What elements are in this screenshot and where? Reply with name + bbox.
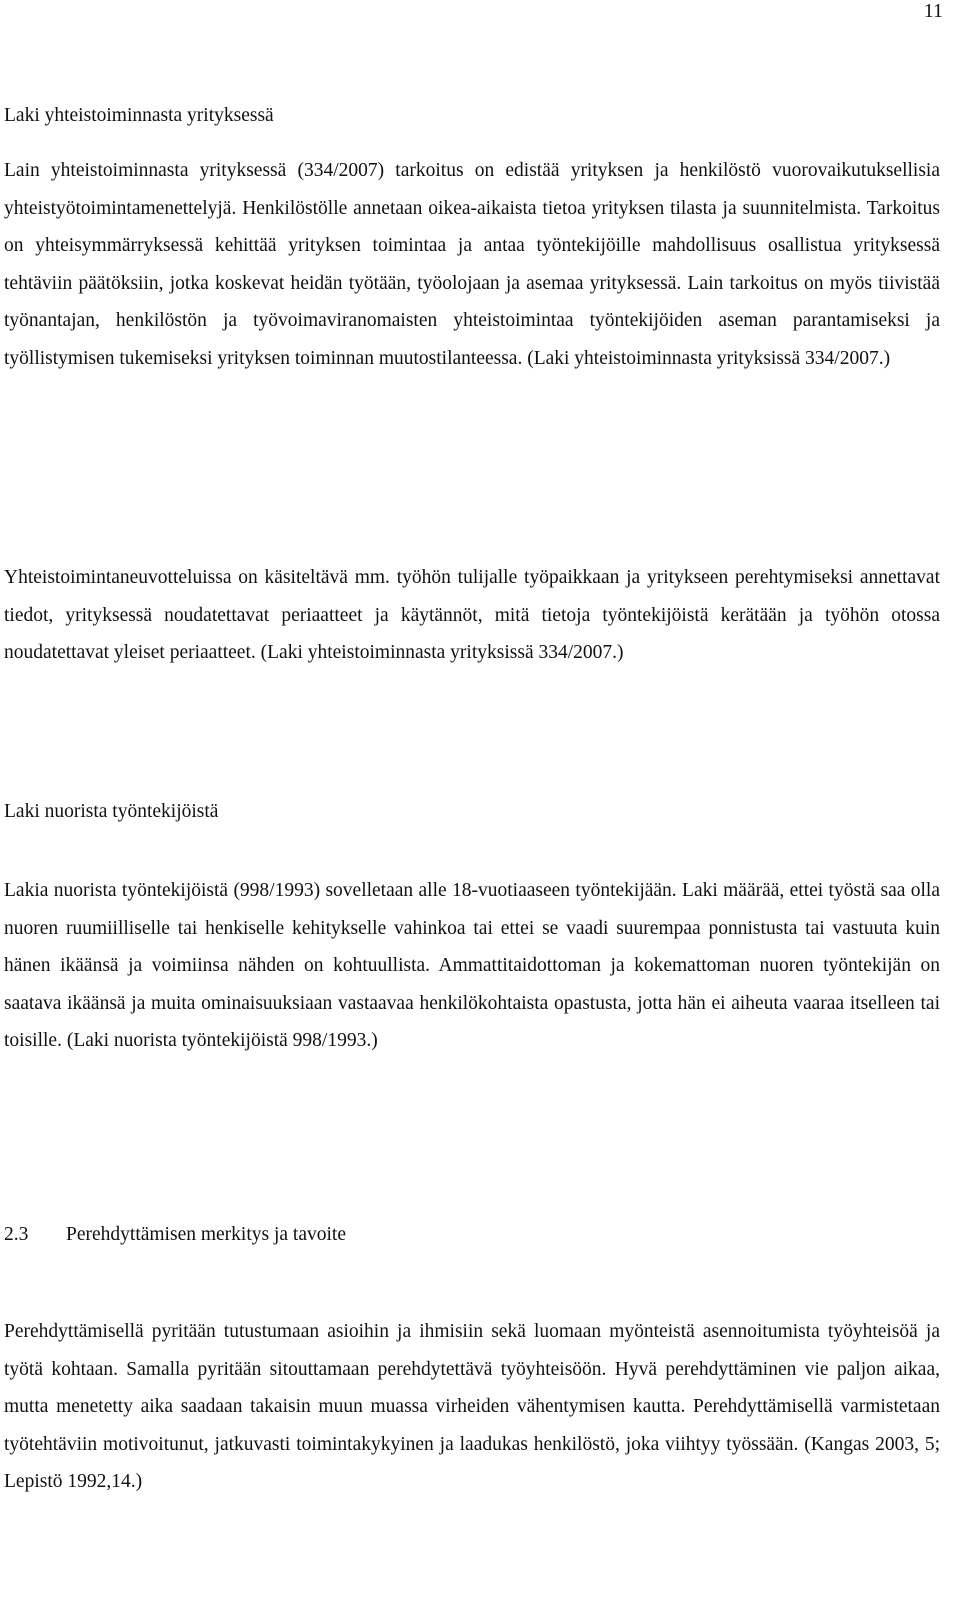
paragraph: Lakia nuorista työntekijöistä (998/1993) sovelletaan alle 18-vuotiaaseen työntekijään. Laki määrää, ettei työstä saa olla nuoren ruumiilliselle tai henkiselle kehitykselle vahinkoa tai ettei se vaadi suurempaa ponnistusta tai vastuuta kuin hänen ikäänsä ja voimiinsa nähden on kohtuullista. Ammattitaidottoman ja kokemattoman nuoren työntekijän on saatava ikäänsä ja muita ominaisuuksiaan vastaavaa henkilökohtaista opastusta, jotta hän ei aiheuta vaaraa itselleen tai toisille. (Laki nuorista työntekijöistä 998/1993.) — [4, 880, 940, 1052]
paragraph: Lain yhteistoiminnasta yrityksessä (334/2007) tarkoitus on edistää yrityksen ja henkilöstö vuorovaikutuksellisia yhteistyötoimintamenettelyjä. Henkilöstölle annetaan oikea-aikaista tietoa yrityksen tilasta ja suunnitelmista. Tarkoitus on yhteisymmärryksessä kehittää yrityksen toimintaa ja antaa työntekijöille mahdollisuus osallistua yrityksessä tehtäviin päätöksiin, jotka koskevat heidän työtään, työolojaan ja asemaa yrityksessä. Lain tarkoitus on myös tiivistää työnantajan, henkilöstön ja työvoimaviranomaisten yhteistoimintaa työntekijöiden aseman parantamiseksi ja työllistymisen tukemiseksi yrityksen toiminnan muutostilanteessa. (Laki yhteistoiminnasta yrityksissä 334/2007.) — [4, 160, 940, 369]
section-heading: Laki yhteistoiminnasta yrityksessä — [4, 105, 274, 126]
section-heading: Laki nuorista työntekijöistä — [4, 801, 219, 822]
subsection-heading — [4, 1223, 346, 1247]
section-number: 2.3 — [4, 1224, 29, 1245]
page-number: 11 — [923, 0, 943, 22]
section-title: Perehdyttämisen merkitys ja tavoite — [66, 1224, 346, 1245]
paragraph: Perehdyttämisellä pyritään tutustumaan asioihin ja ihmisiin sekä luomaan myönteistä asennoitumista työyhteisöä ja työtä kohtaan. Samalla pyritään sitouttamaan perehdytettävä työyhteisöön. Hyvä perehdyttäminen vie paljon aikaa, mutta menetetty aika saadaan takaisin muun muassa virheiden vähentymisen kautta. Perehdyttämisellä varmistetaan työtehtäviin motivoitunut, jatkuvasti toimintakykyinen ja laadukas henkilöstö, joka viihtyy työssään. (Kangas 2003, 5; Lepistö 1992,14.) — [4, 1321, 940, 1493]
paragraph: Yhteistoimintaneuvotteluissa on käsiteltävä mm. työhön tulijalle työpaikkaan ja yritykseen perehtymiseksi annettavat tiedot, yrityksessä noudatettavat periaatteet ja käytännöt, mitä tietoja työntekijöistä kerätään ja työhön otossa noudatettavat yleiset periaatteet. (Laki yhteistoiminnasta yrityksissä 334/2007.) — [4, 567, 940, 664]
